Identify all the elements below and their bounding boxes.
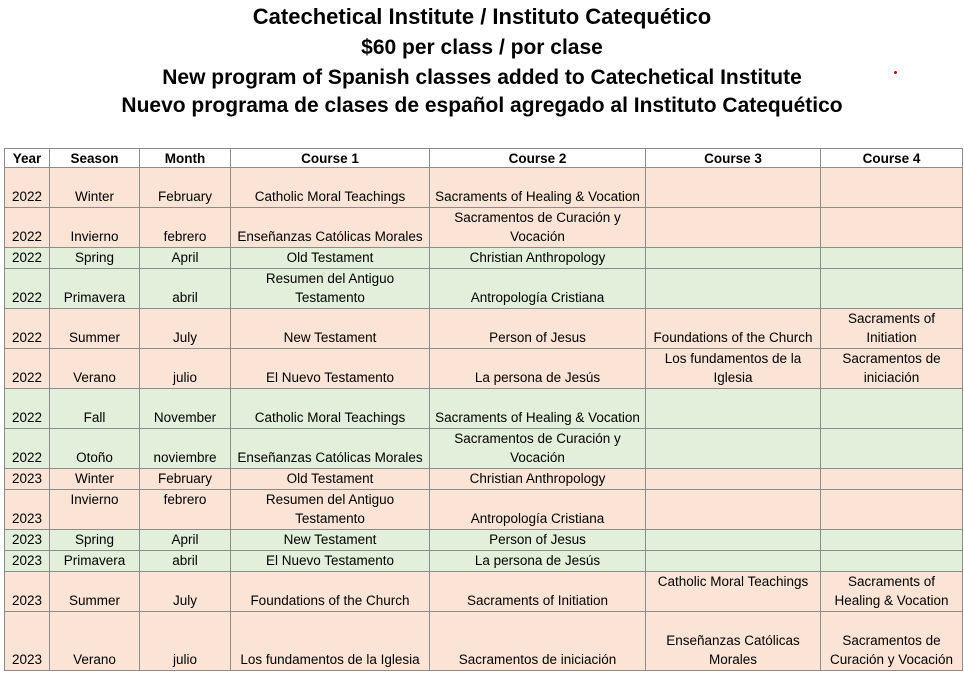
cell-course-3: [646, 208, 821, 248]
table-row: [5, 530, 963, 551]
cell-year: 2023: [5, 551, 50, 572]
cell-month: febrero: [140, 490, 231, 530]
cell-course-4: [821, 389, 963, 429]
table-header-row: [5, 149, 963, 168]
cell-course-2: Sacraments of Healing & Vocation: [430, 389, 646, 429]
cell-course-3: [646, 551, 821, 572]
table-row: [5, 551, 963, 572]
cell-course-3: Foundations of the Church: [646, 309, 821, 349]
cell-course-3: [646, 429, 821, 469]
cell-season: Spring: [50, 530, 140, 551]
table-row: [5, 168, 963, 208]
cell-course-4: [821, 530, 963, 551]
cell-season: Winter: [50, 469, 140, 490]
cell-season: Verano: [50, 349, 140, 389]
cell-course-1: Old Testament: [231, 248, 430, 269]
announcement-english: New program of Spanish classes added to Catechetical Institute: [162, 66, 802, 89]
cell-year: 2022: [5, 248, 50, 269]
table-row: [5, 389, 963, 429]
cell-season: Spring: [50, 248, 140, 269]
table-row: [5, 349, 963, 389]
cell-course-2: Person of Jesus: [430, 309, 646, 349]
cell-season: Verano: [50, 612, 140, 671]
cell-course-1: Catholic Moral Teachings: [231, 389, 430, 429]
table-row: [5, 309, 963, 349]
column-header-course-2: Course 2: [430, 149, 646, 168]
cell-course-2: La persona de Jesús: [430, 349, 646, 389]
cell-course-4: [821, 490, 963, 530]
cell-course-4: Sacraments of Initiation: [821, 309, 963, 349]
cell-course-4: [821, 168, 963, 208]
cell-course-3: [646, 469, 821, 490]
cell-month: February: [140, 168, 231, 208]
cell-course-2: Antropología Cristiana: [430, 490, 646, 530]
cell-year: 2022: [5, 208, 50, 248]
cell-month: April: [140, 248, 231, 269]
cell-course-4: Sacramentos de Curación y Vocación: [821, 612, 963, 671]
cell-month: April: [140, 530, 231, 551]
cell-course-3: Enseñanzas Católicas Morales: [646, 612, 821, 671]
cell-year: 2023: [5, 612, 50, 671]
cell-month: July: [140, 572, 231, 612]
cell-season: Primavera: [50, 269, 140, 309]
cell-course-2: Christian Anthropology: [430, 469, 646, 490]
cell-course-1: New Testament: [231, 309, 430, 349]
cell-season: Summer: [50, 572, 140, 612]
announcement-spanish: Nuevo programa de clases de español agregado al Instituto Catequético: [121, 94, 843, 117]
table-row: [5, 248, 963, 269]
cell-season: Otoño: [50, 429, 140, 469]
cell-season: Winter: [50, 168, 140, 208]
cell-course-1: Foundations of the Church: [231, 572, 430, 612]
cell-course-2: Sacraments of Initiation: [430, 572, 646, 612]
cell-course-1: Resumen del Antiguo Testamento: [231, 269, 430, 309]
cell-season: Summer: [50, 309, 140, 349]
cell-course-3: Catholic Moral Teachings: [646, 572, 821, 612]
cell-course-3: [646, 389, 821, 429]
cell-course-4: [821, 269, 963, 309]
cell-course-4: [821, 429, 963, 469]
cell-year: 2023: [5, 469, 50, 490]
cell-course-4: [821, 551, 963, 572]
cell-year: 2022: [5, 349, 50, 389]
cell-course-1: Enseñanzas Católicas Morales: [231, 429, 430, 469]
cell-course-2: Sacramentos de iniciación: [430, 612, 646, 671]
table-row: [5, 208, 963, 248]
cell-course-2: La persona de Jesús: [430, 551, 646, 572]
table-row: [5, 490, 963, 530]
cell-course-2: Sacramentos de Curación y Vocación: [430, 208, 646, 248]
cell-month: February: [140, 469, 231, 490]
cell-month: abril: [140, 269, 231, 309]
cell-course-2: Sacraments of Healing & Vocation: [430, 168, 646, 208]
table-row: [5, 612, 963, 671]
cell-year: 2022: [5, 309, 50, 349]
cell-course-1: El Nuevo Testamento: [231, 349, 430, 389]
cell-course-3: [646, 530, 821, 551]
cell-season: Invierno: [50, 490, 140, 530]
cell-course-1: El Nuevo Testamento: [231, 551, 430, 572]
cell-month: julio: [140, 612, 231, 671]
cell-month: noviembre: [140, 429, 231, 469]
cell-season: Invierno: [50, 208, 140, 248]
cell-course-4: [821, 469, 963, 490]
cell-month: July: [140, 309, 231, 349]
price-line: $60 per class / por clase: [361, 36, 603, 59]
cell-course-3: [646, 168, 821, 208]
cell-year: 2022: [5, 168, 50, 208]
stray-mark: [894, 71, 897, 74]
cell-month: julio: [140, 349, 231, 389]
cell-year: 2023: [5, 530, 50, 551]
cell-course-2: Person of Jesus: [430, 530, 646, 551]
cell-course-1: New Testament: [231, 530, 430, 551]
column-header-course-1: Course 1: [231, 149, 430, 168]
course-schedule-table: [4, 148, 963, 671]
table-row: [5, 572, 963, 612]
cell-season: Primavera: [50, 551, 140, 572]
cell-year: 2023: [5, 572, 50, 612]
cell-course-2: Sacramentos de Curación y Vocación: [430, 429, 646, 469]
cell-course-3: [646, 490, 821, 530]
cell-course-4: Sacramentos de iniciación: [821, 349, 963, 389]
cell-course-2: Antropología Cristiana: [430, 269, 646, 309]
table-row: [5, 269, 963, 309]
column-header-year: Year: [5, 149, 50, 168]
cell-month: November: [140, 389, 231, 429]
cell-course-1: Enseñanzas Católicas Morales: [231, 208, 430, 248]
table-row: [5, 429, 963, 469]
cell-course-3: Los fundamentos de la Iglesia: [646, 349, 821, 389]
cell-course-3: [646, 269, 821, 309]
cell-year: 2022: [5, 429, 50, 469]
cell-course-1: Los fundamentos de la Iglesia: [231, 612, 430, 671]
column-header-course-3: Course 3: [646, 149, 821, 168]
cell-month: febrero: [140, 208, 231, 248]
cell-course-1: Catholic Moral Teachings: [231, 168, 430, 208]
table-row: [5, 469, 963, 490]
cell-course-1: Resumen del Antiguo Testamento: [231, 490, 430, 530]
column-header-season: Season: [50, 149, 140, 168]
cell-course-3: [646, 248, 821, 269]
cell-month: abril: [140, 551, 231, 572]
column-header-course-4: Course 4: [821, 149, 963, 168]
cell-course-1: Old Testament: [231, 469, 430, 490]
column-header-month: Month: [140, 149, 231, 168]
cell-course-2: Christian Anthropology: [430, 248, 646, 269]
cell-year: 2023: [5, 490, 50, 530]
cell-year: 2022: [5, 389, 50, 429]
cell-course-4: Sacraments of Healing & Vocation: [821, 572, 963, 612]
cell-season: Fall: [50, 389, 140, 429]
title: Catechetical Institute / Instituto Catequético: [252, 4, 712, 29]
cell-year: 2022: [5, 269, 50, 309]
cell-course-4: [821, 208, 963, 248]
cell-course-4: [821, 248, 963, 269]
